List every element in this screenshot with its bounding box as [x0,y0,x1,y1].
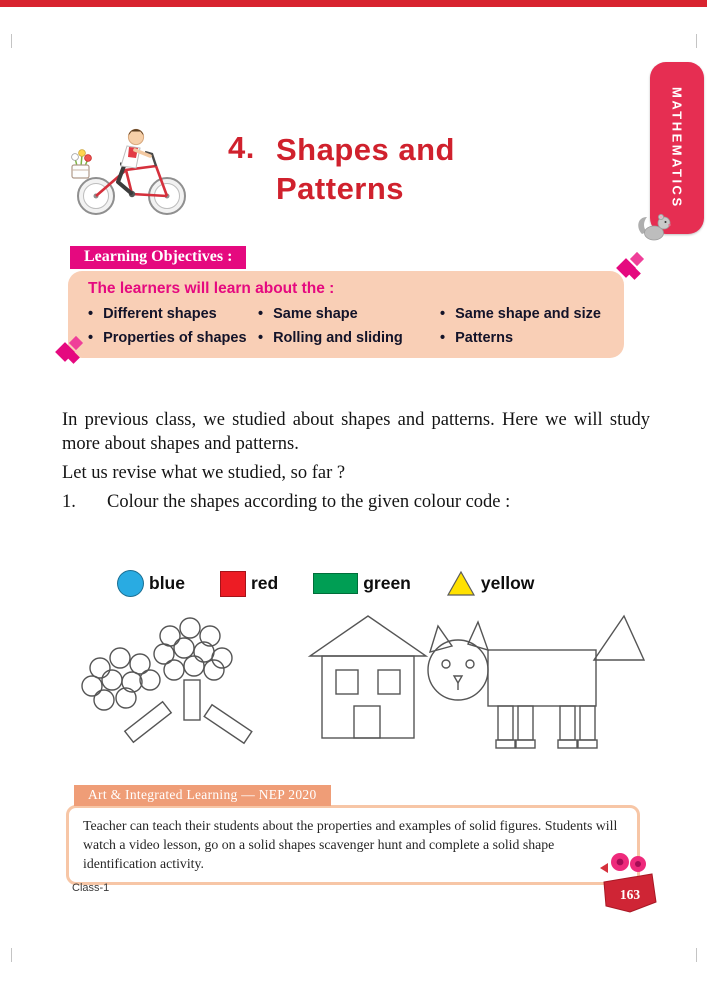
chapter-title-line2: Patterns [276,171,405,207]
crop-mark [11,948,12,962]
chapter-title-line1: Shapes and [276,132,455,167]
legend-item-green [313,573,411,594]
art-learning-box [66,805,640,885]
legend-item-yellow [446,570,535,597]
legend-label-blue: blue [149,573,185,593]
blue-circle-swatch [117,570,144,597]
intro-paragraph: In previous class, we studied about shapes and patterns. Here we will study more about shapes and patterns. [62,410,650,455]
page-number-badge [594,850,660,916]
squirrel-mascot-icon [634,210,676,242]
pink-cluster-decoration [617,254,645,282]
chapter-title-lines [276,130,455,209]
tree-figure[interactable] [82,618,252,743]
learning-objectives-box [68,271,624,358]
subject-tab [650,62,704,234]
objective-item: • Different shapes [86,306,256,322]
objective-item: • Rolling and sliding [256,330,438,346]
body-text [62,408,650,513]
objective-item: • Same shape [256,306,438,322]
objective-item: • Same shape and size [438,306,606,322]
revise-line: Let us revise what we studied, so far ? [62,463,346,484]
colouring-figures[interactable] [78,606,653,764]
green-rectangle-swatch [313,573,358,594]
red-square-swatch [220,571,246,597]
rider [118,129,150,193]
legend-label-yellow: yellow [480,573,535,593]
legend-label-red: red [250,573,279,593]
legend-item-red [220,571,278,597]
house-figure[interactable] [310,616,426,738]
legend-label-green: green [363,573,411,593]
art-learning-text: Teacher can teach their students about the properties and examples of solid figures. Students will watch a video lesson, go on a solid shapes scavenger hunt and complete a solid shape identification activity. [83,818,618,872]
crop-mark [11,34,12,48]
question-text: Colour the shapes according to the given colour code : [107,492,511,513]
subject-tab-label: MATHEMATICS [669,87,685,209]
objective-item: • Patterns [438,330,606,346]
class-label: Class-1 [72,882,110,894]
bicycle-rider-illustration [68,122,196,220]
crop-mark [696,948,697,962]
yellow-triangle-swatch [446,570,476,597]
learning-objectives-label: Learning Objectives : [70,246,246,269]
objective-item: • Properties of shapes [86,330,256,346]
top-border [0,0,707,7]
projector-lens-icon [600,863,608,873]
question-1 [62,492,650,513]
chapter-number: 4. [228,130,255,165]
learning-objectives-intro: The learners will learn about the : [88,280,335,297]
learning-objectives-list [86,306,606,346]
crop-mark [696,34,697,48]
art-learning-label: Art & Integrated Learning — NEP 2020 [74,785,331,806]
pink-cluster-decoration [56,338,84,366]
cat-figure[interactable] [428,616,644,748]
question-number: 1. [62,492,76,513]
flower-basket [72,150,92,178]
chapter-title [228,130,455,209]
page-number: 163 [619,887,641,902]
legend-item-blue [117,570,185,597]
colour-code-legend [117,570,534,597]
